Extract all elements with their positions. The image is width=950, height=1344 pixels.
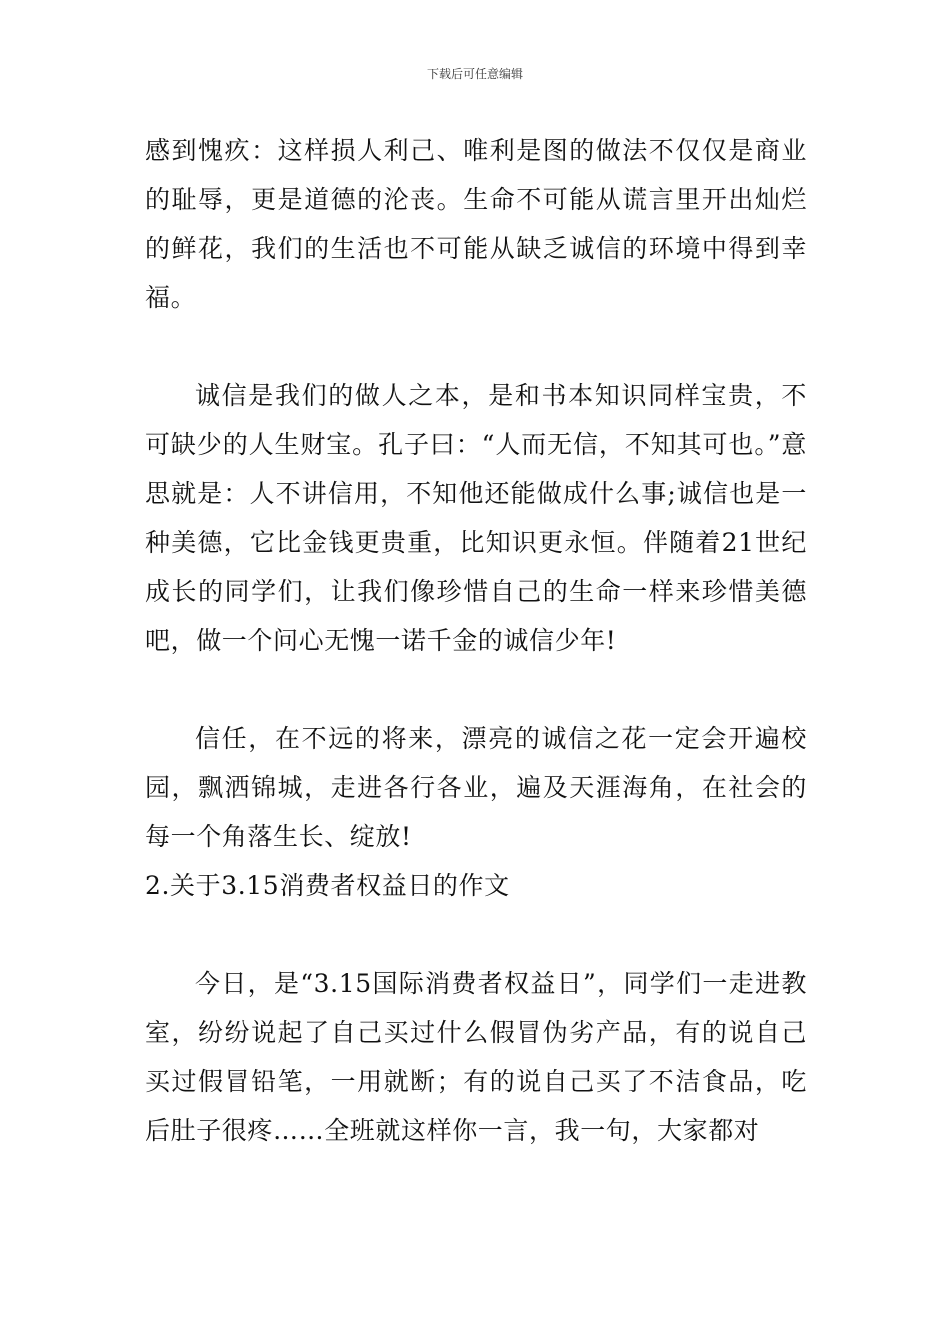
- document-body: [145, 126, 807, 1155]
- paragraph-integrity: 诚信是我们的做人之本，是和书本知识同样宝贵，不可缺少的人生财宝。孔子曰：“人而无信，不知其可也。”意思就是：人不讲信用，不知他还能做成什么事;诚信也是一种美德，它比金钱更贵重，比知识更永恒。伴随着21世纪成长的同学们，让我们像珍惜自己的生命一样来珍惜美德吧，做一个问心无愧一诺千金的诚信少年!: [145, 381, 807, 655]
- paragraph-trust: 信任，在不远的将来，漂亮的诚信之花一定会开遍校园，飘洒锦城，走进各行各业，遍及天涯海角，在社会的每一个角落生长、绽放!: [145, 724, 807, 851]
- page-header: 下载后可任意编辑: [426, 67, 523, 81]
- paragraph-consumer-day: 今日，是“3.15国际消费者权益日”，同学们一走进教室，纷纷说起了自己买过什么假冒伪劣产品，有的说自己买过假冒铅笔，一用就断；有的说自己买了不洁食品，吃后肚子很疼……全班就这样你一言，我一句，大家都对: [145, 969, 807, 1145]
- section-heading: 2.关于3.15消费者权益日的作文: [145, 871, 510, 900]
- paragraph-continued: 感到愧疚：这样损人利己、唯利是图的做法不仅仅是商业的耻辱，更是道德的沦丧。生命不可能从谎言里开出灿烂的鲜花，我们的生活也不可能从缺乏诚信的环境中得到幸福。: [145, 136, 807, 312]
